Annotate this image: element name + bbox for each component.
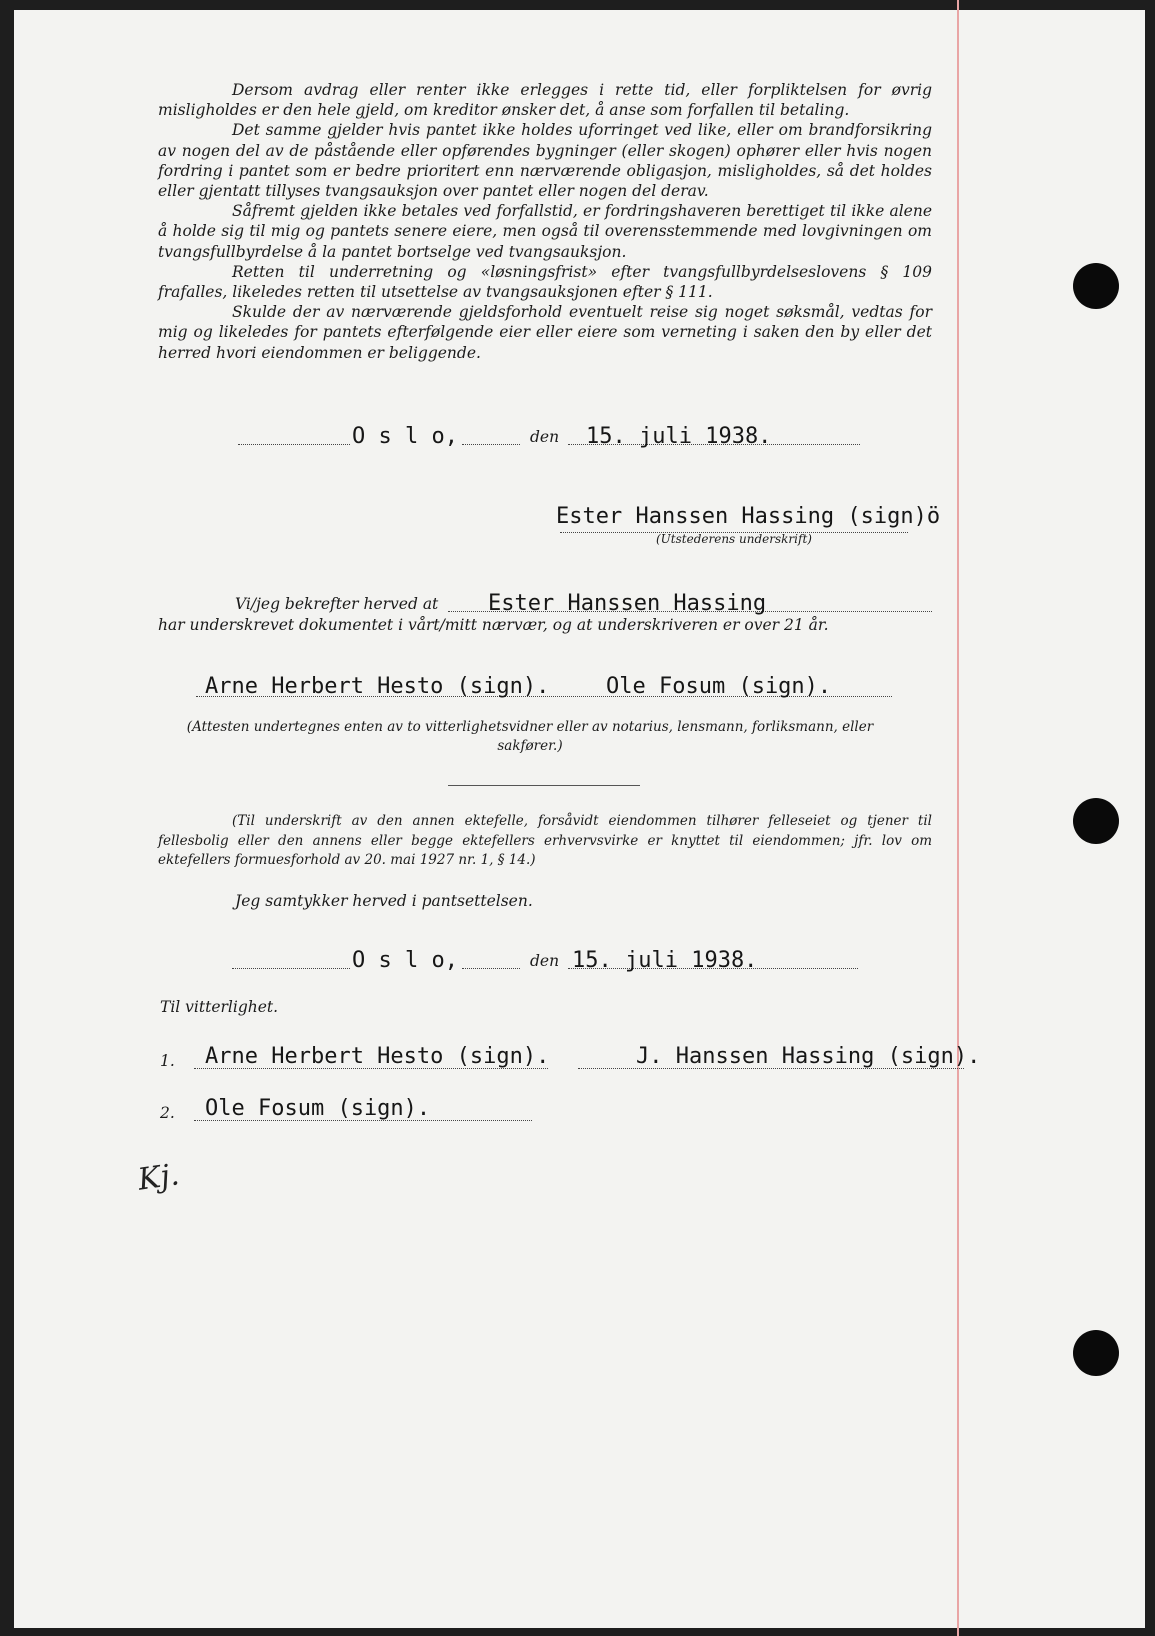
- til-vitterlighet: Til vitterlighet.: [160, 998, 279, 1016]
- red-margin-line: [957, 0, 959, 1636]
- margin-initials: Kj.: [135, 1157, 182, 1198]
- punch-hole-icon: [1073, 263, 1119, 309]
- issuer-caption: (Utstederens underskrift): [656, 532, 812, 546]
- witness-confirm-line2: har underskrevet dokumentet i vårt/mitt nærvær, og at underskriveren er over 21 år.: [158, 616, 829, 634]
- dotted-line: [232, 968, 350, 969]
- dotted-line: [462, 968, 520, 969]
- spouse-note-text: (Til underskrift av den annen ektefelle, forsåvidt eiendommen tilhører felleseiet og tjener til fellesbolig eller den annens eller begge ektefellers erhvervsvirke er knyttet til eiendommen; jfr. lov om ektefellers formuesforhold av 20. mai 1927 nr. 1, § 14.): [158, 813, 932, 868]
- second-date-value: 15. juli 1938.: [572, 948, 758, 973]
- first-date-den-label: den: [530, 428, 560, 446]
- spouse-signature: J. Hanssen Hassing (sign).: [636, 1044, 981, 1069]
- issuer-signature: Ester Hanssen Hassing (sign)ö: [556, 504, 941, 529]
- consent-text: Jeg samtykker herved i pantsettelsen.: [235, 892, 533, 910]
- terms-paragraph: Såfremt gjelden ikke betales ved forfallstid, er fordringshaveren berettiget til ikke alene å holde sig til mig og pantets senere eiere, men også til overensstemmende med lovgivningen om tvangsfullbyrdelse å la pantet bortselge ved tvangsauksjon.: [158, 202, 932, 261]
- numbered-witness-2: Ole Fosum (sign).: [205, 1096, 431, 1121]
- terms-paragraph: Det samme gjelder hvis pantet ikke holdes uforringet ved like, eller om brandforsikring av nogen del av de påstående eller opførendes bygninger (eller skogen) ophører eller hvis nogen fordring i pantet som er bedre prioritert enn nærværende obligasjon, misligholdes, så det holdes eller gjentatt tillyses tvangsauksjon over pantet eller nogen del derav.: [158, 121, 932, 201]
- punch-hole-icon: [1073, 1330, 1119, 1376]
- scan-edge-bottom: [0, 1628, 1155, 1636]
- witness-number: 2.: [160, 1104, 175, 1122]
- second-date-place: O s l o,: [352, 948, 458, 973]
- second-date-den-label: den: [530, 952, 560, 970]
- first-date-value: 15. juli 1938.: [586, 424, 772, 449]
- scan-edge-right: [1145, 0, 1155, 1636]
- spouse-note: [158, 812, 932, 871]
- punch-hole-icon: [1073, 798, 1119, 844]
- dotted-line: [238, 444, 350, 445]
- first-date-place: O s l o,: [352, 424, 458, 449]
- scan-edge-left: [0, 0, 14, 1636]
- divider-rule: [448, 785, 640, 786]
- witness-signature-2: Ole Fosum (sign).: [606, 674, 832, 699]
- witness-confirm-prefix: Vi/jeg bekrefter herved at: [235, 595, 439, 613]
- scan-edge-top: [0, 0, 1155, 10]
- terms-paragraph: Skulde der av nærværende gjeldsforhold eventuelt reise sig noget søksmål, vedtas for mig og likeledes for pantets efterfølgende eier eller eiere som verneting i saken den by eller det herred hvori eiendommen er beliggende.: [158, 303, 932, 362]
- numbered-witness-1: Arne Herbert Hesto (sign).: [205, 1044, 550, 1069]
- witness-confirm-name: Ester Hanssen Hassing: [488, 591, 767, 616]
- terms-paragraph: Dersom avdrag eller renter ikke erlegges i rette tid, eller forpliktelsen for øvrig misligholdes er den hele gjeld, om kreditor ønsker det, å anse som forfallen til betaling.: [158, 81, 932, 120]
- dotted-line: [462, 444, 520, 445]
- terms-paragraphs: [158, 80, 932, 363]
- attestation-note: (Attesten undertegnes enten av to vitterlighetsvidner eller av notarius, lensmann, forliksmann, eller sakfører.): [186, 719, 874, 754]
- terms-paragraph: Retten til underretning og «løsningsfrist» efter tvangsfullbyrdelseslovens § 109 frafalles, likeledes retten til utsettelse av tvangsauksjonen efter § 111.: [158, 262, 932, 302]
- witness-number: 1.: [160, 1052, 175, 1070]
- witness-signature-1: Arne Herbert Hesto (sign).: [205, 674, 550, 699]
